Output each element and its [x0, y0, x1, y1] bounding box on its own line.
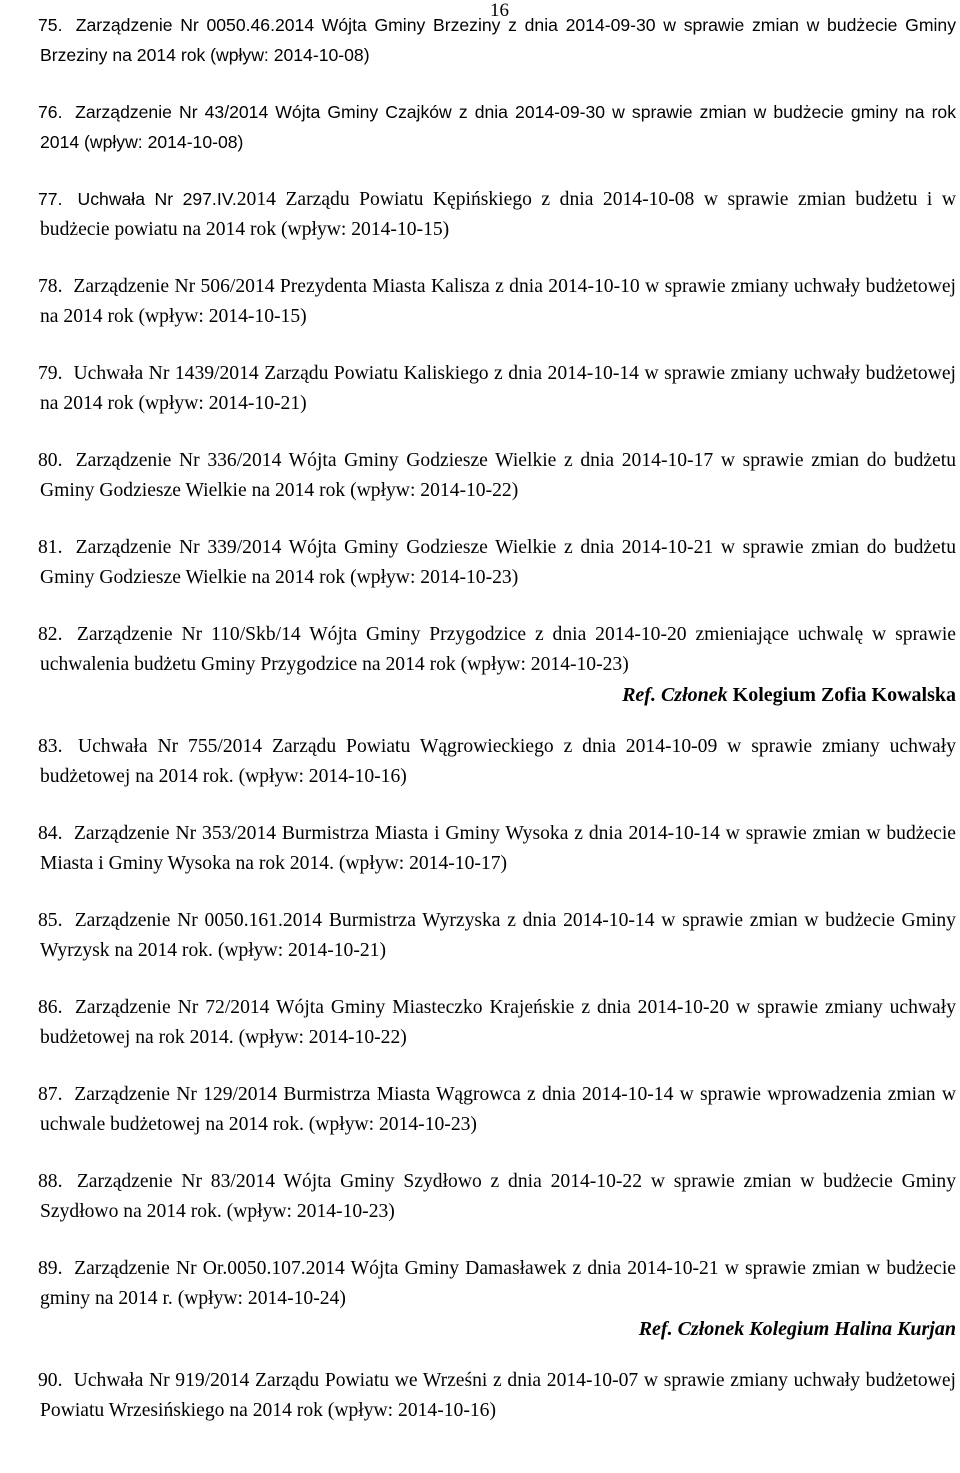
- referent-signature: [40, 680, 956, 710]
- list-item: [40, 533, 956, 593]
- item-number: 86.: [38, 997, 63, 1018]
- item-text: 2014 Zarządu Powiatu Kępińskiego z dnia 2014-10-08 w sprawie zmian budżetu i w budżecie powiatu na 2014 rok (wpływ: 2014-10-15): [40, 189, 957, 240]
- item-text: Zarządzenie Nr 0050.161.2014 Burmistrza Wyrzyska z dnia 2014-10-14 w sprawie zmian w budżecie Gminy Wyrzysk na 2014 rok. (wpływ: 2014-10-21): [40, 910, 956, 961]
- list-item: [40, 184, 956, 245]
- item-text: Zarządzenie Nr 0050.46.2014 Wójta Gminy Brzeziny z dnia 2014-09-30 w sprawie zmian w budżecie Gminy Brzeziny na 2014 rok (wpływ: 2014-10-08): [40, 15, 956, 65]
- item-text: Zarządzenie Nr 83/2014 Wójta Gminy Szydłowo z dnia 2014-10-22 w sprawie zmian w budżecie Gminy Szydłowo na 2014 rok. (wpływ: 2014-10-23): [40, 1171, 956, 1222]
- item-number: 85.: [38, 910, 63, 931]
- item-text: Zarządzenie Nr 43/2014 Wójta Gminy Czajków z dnia 2014-09-30 w sprawie zmian w budżecie gminy na rok 2014 (wpływ: 2014-10-08): [40, 102, 957, 152]
- item-number: 83.: [38, 736, 63, 757]
- item-text: Zarządzenie Nr Or.0050.107.2014 Wójta Gminy Damasławek z dnia 2014-10-21 w sprawie zmian w budżecie gminy na 2014 r. (wpływ: 2014-10-24): [40, 1258, 956, 1309]
- item-text: Zarządzenie Nr 110/Skb/14 Wójta Gminy Przygodzice z dnia 2014-10-20 zmieniające uchwalę w sprawie uchwalenia budżetu Gminy Przygodzice na 2014 rok (wpływ: 2014-10-23): [40, 624, 957, 675]
- item-text: Zarządzenie Nr 129/2014 Burmistrza Miasta Wągrowca z dnia 2014-10-14 w sprawie wprowadzenia zmian w uchwale budżetowej na 2014 rok. (wpływ: 2014-10-23): [40, 1084, 956, 1135]
- item-text: Uchwała Nr 919/2014 Zarządu Powiatu we Wrześni z dnia 2014-10-07 w sprawie zmiany uchwały budżetowej Powiatu Wrzesińskiego na 2014 rok (wpływ: 2014-10-16): [40, 1370, 956, 1421]
- list-item: [40, 1254, 956, 1314]
- item-text-prefix: Uchwała Nr 297.IV.: [77, 189, 237, 209]
- item-number: 77.: [38, 189, 63, 209]
- item-text: Zarządzenie Nr 339/2014 Wójta Gminy Godziesze Wielkie z dnia 2014-10-21 w sprawie zmian do budżetu Gminy Godziesze Wielkie na 2014 rok (wpływ: 2014-10-23): [40, 537, 956, 588]
- list-item: [40, 446, 956, 506]
- item-text: Zarządzenie Nr 506/2014 Prezydenta Miasta Kalisza z dnia 2014-10-10 w sprawie zmiany uchwały budżetowej na 2014 rok (wpływ: 2014-10-15): [40, 276, 956, 327]
- item-number: 81.: [38, 537, 63, 558]
- list-item: [40, 732, 956, 792]
- list-item: [40, 272, 956, 332]
- list-item: [40, 620, 956, 680]
- list-item: [40, 1080, 956, 1140]
- list-item: [40, 906, 956, 966]
- item-number: 75.: [38, 15, 63, 35]
- referent-name: Kolegium Zofia Kowalska: [727, 684, 956, 706]
- item-number: 78.: [38, 276, 63, 297]
- list-item: [40, 819, 956, 879]
- item-number: 80.: [38, 450, 63, 471]
- item-text: Zarządzenie Nr 353/2014 Burmistrza Miasta i Gminy Wysoka z dnia 2014-10-14 w sprawie zmian w budżecie Miasta i Gminy Wysoka na rok 2014. (wpływ: 2014-10-17): [40, 823, 957, 874]
- item-number: 89.: [38, 1258, 63, 1279]
- item-number: 82.: [38, 624, 63, 645]
- referent-title: Ref. Członek: [622, 684, 728, 706]
- item-text: Zarządzenie Nr 336/2014 Wójta Gminy Godziesze Wielkie z dnia 2014-10-17 w sprawie zmian do budżetu Gminy Godziesze Wielkie na 2014 rok (wpływ: 2014-10-22): [40, 450, 956, 501]
- item-text: Uchwała Nr 755/2014 Zarządu Powiatu Wągrowieckiego z dnia 2014-10-09 w sprawie zmiany uchwały budżetowej na 2014 rok. (wpływ: 2014-10-16): [40, 736, 956, 787]
- list-item: [40, 1366, 956, 1426]
- item-number: 87.: [38, 1084, 63, 1105]
- list-item: [40, 993, 956, 1053]
- list-item: [40, 10, 956, 70]
- list-item: [40, 1167, 956, 1227]
- item-text: Uchwała Nr 1439/2014 Zarządu Powiatu Kaliskiego z dnia 2014-10-14 w sprawie zmiany uchwały budżetowej na 2014 rok (wpływ: 2014-10-21): [40, 363, 956, 414]
- page-number: 16: [490, 0, 509, 21]
- document-body: [40, 10, 956, 1453]
- item-number: 84.: [38, 823, 63, 844]
- list-item: [40, 97, 956, 157]
- item-number: 90.: [38, 1370, 63, 1391]
- item-number: 88.: [38, 1171, 63, 1192]
- item-number: 79.: [38, 363, 63, 384]
- list-item: [40, 359, 956, 419]
- item-number: 76.: [38, 102, 63, 122]
- referent-signature: Ref. Członek Kolegium Halina Kurjan: [638, 1318, 956, 1340]
- item-text: Zarządzenie Nr 72/2014 Wójta Gminy Miasteczko Krajeńskie z dnia 2014-10-20 w sprawie zmiany uchwały budżetowej na rok 2014. (wpływ: 2014-10-22): [40, 997, 956, 1048]
